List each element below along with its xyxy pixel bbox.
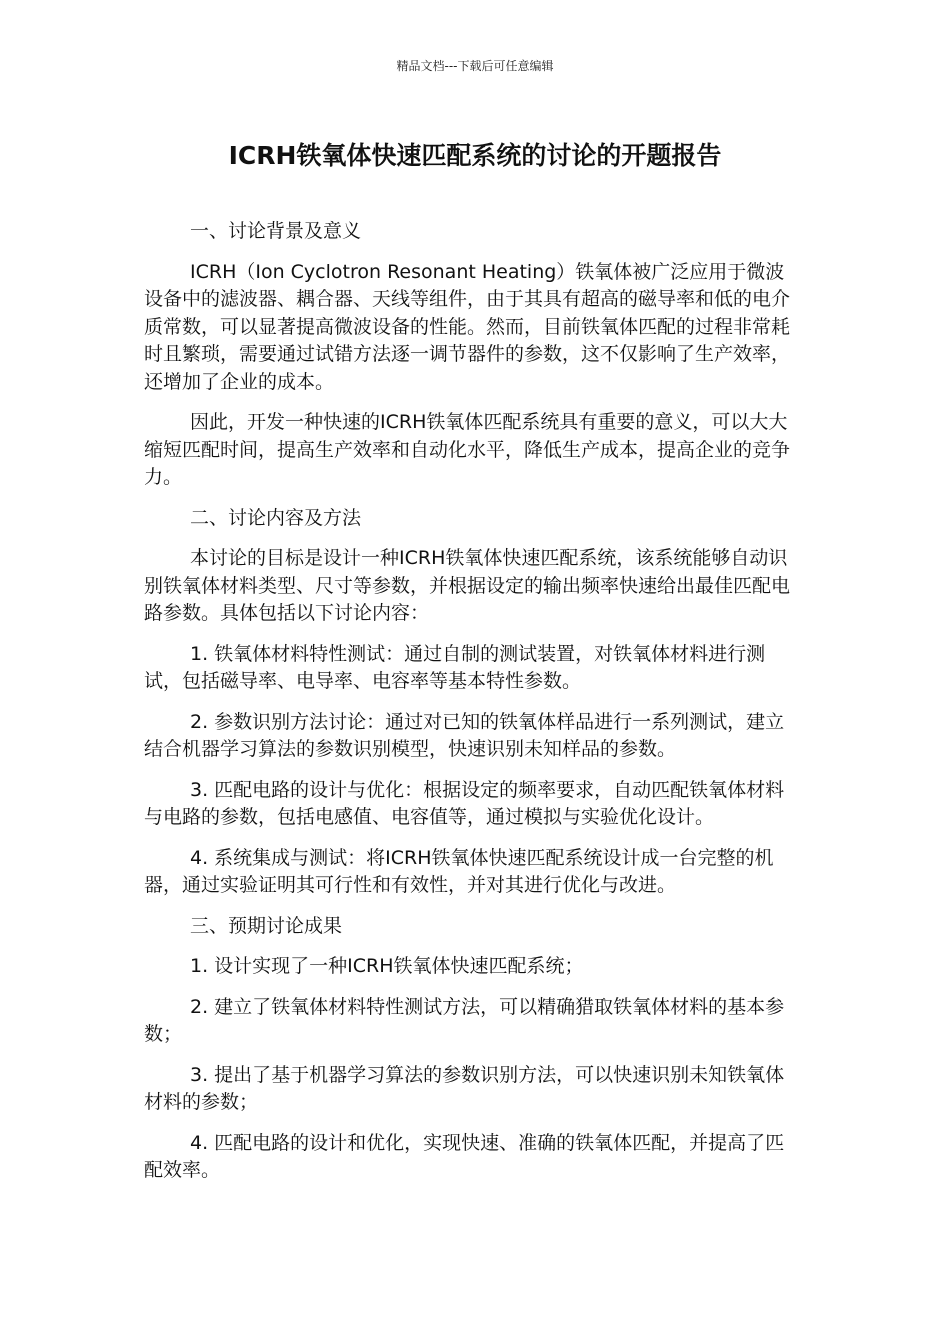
section-heading-background: 一、讨论背景及意义 <box>190 220 362 242</box>
paragraph-background: ICRH（Ion Cyclotron Resonant Heating）铁氧体被广泛应用于微波设备中的滤波器、耦合器、天线等组件，由于其具有超高的磁导率和低的电介质常数，可以显著提高微波设备的性能。然而，目前铁氧体匹配的过程非常耗时且繁琐，需要通过试错方法逐一调节器件的参数，这不仅影响了生产效率，还增加了企业的成本。 <box>144 260 791 393</box>
list-item-content-2: 2. 参数识别方法讨论：通过对已知的铁氧体样品进行一系列测试，建立结合机器学习算法的参数识别模型，快速识别未知样品的参数。 <box>144 710 785 760</box>
list-item-result-4: 4. 匹配电路的设计和优化，实现快速、准确的铁氧体匹配，并提高了匹配效率。 <box>144 1131 785 1181</box>
list-item-content-4: 4. 系统集成与测试：将ICRH铁氧体快速匹配系统设计成一台完整的机器，通过实验证明其可行性和有效性，并对其进行优化与改进。 <box>144 846 774 896</box>
page-header: 精品文档---下载后可任意编辑 <box>396 59 554 73</box>
paragraph-significance: 因此，开发一种快速的ICRH铁氧体匹配系统具有重要的意义，可以大大缩短匹配时间，提高生产效率和自动化水平，降低生产成本，提高企业的竞争力。 <box>144 411 791 488</box>
document-title: ICRH铁氧体快速匹配系统的讨论的开题报告 <box>228 141 722 170</box>
section-heading-content: 二、讨论内容及方法 <box>190 506 362 529</box>
list-item-result-1: 1. 设计实现了一种ICRH铁氧体快速匹配系统； <box>190 955 584 977</box>
list-item-result-3: 3. 提出了基于机器学习算法的参数识别方法，可以快速识别未知铁氧体材料的参数； <box>144 1063 785 1113</box>
list-item-result-2: 2. 建立了铁氧体材料特性测试方法，可以精确猎取铁氧体材料的基本参数； <box>144 995 785 1045</box>
list-item-content-1: 1. 铁氧体材料特性测试：通过自制的测试装置，对铁氧体材料进行测试，包括磁导率、电导率、电容率等基本特性参数。 <box>144 642 766 692</box>
list-item-content-3: 3. 匹配电路的设计与优化：根据设定的频率要求，自动匹配铁氧体材料与电路的参数，包括电感值、电容值等，通过模拟与实验优化设计。 <box>144 778 785 828</box>
document-body <box>144 218 800 1198</box>
paragraph-goal: 本讨论的目标是设计一种ICRH铁氧体快速匹配系统，该系统能够自动识别铁氧体材料类型、尺寸等参数，并根据设定的输出频率快速给出最佳匹配电路参数。具体包括以下讨论内容： <box>144 547 791 624</box>
section-heading-results: 三、预期讨论成果 <box>190 914 343 937</box>
